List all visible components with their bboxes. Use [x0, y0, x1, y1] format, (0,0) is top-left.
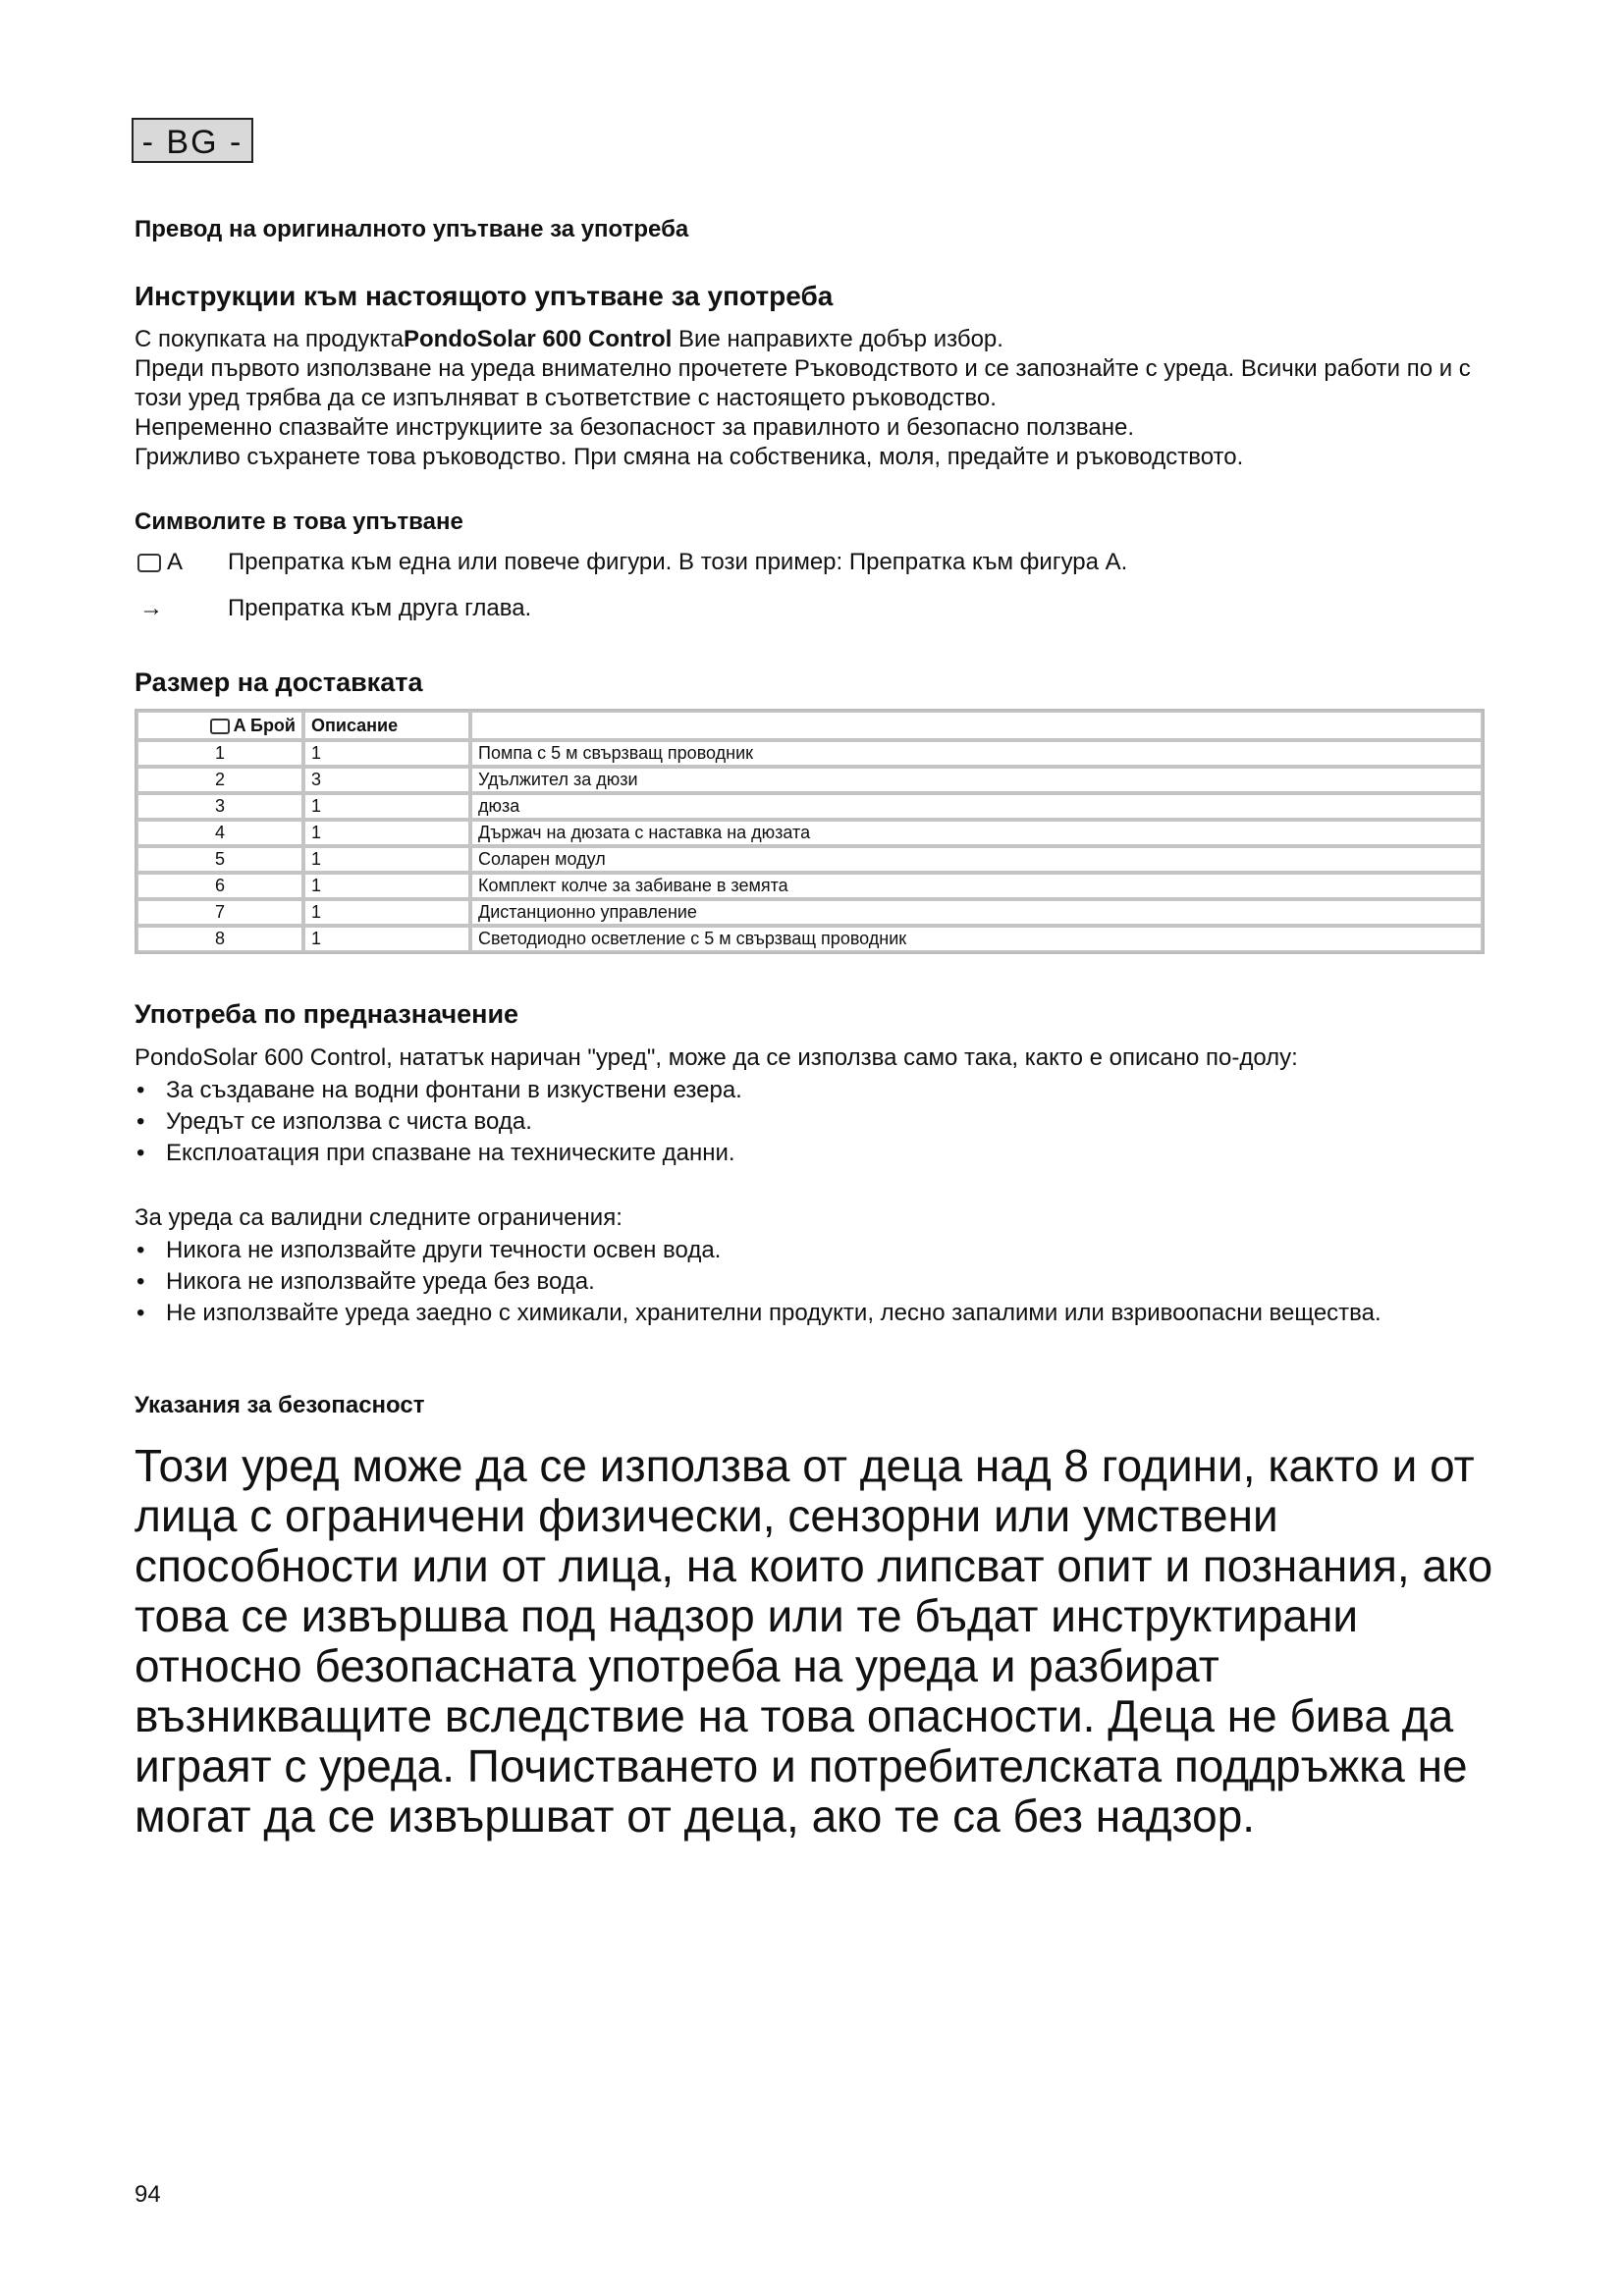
table-row [136, 740, 1483, 767]
cell-qty: 1 [303, 873, 470, 899]
cell-desc: дюза [470, 793, 1483, 820]
figure-ref-letter: A [167, 549, 184, 575]
cell-qty: 1 [303, 899, 470, 926]
cell-fig: 4 [136, 820, 303, 846]
cell-qty: 3 [303, 767, 470, 793]
translation-subtitle: Превод на оригиналното упътване за употреба [135, 216, 689, 242]
table-row [136, 899, 1483, 926]
restrictions-list [135, 1235, 1411, 1329]
cell-qty: 1 [303, 740, 470, 767]
list-item: • Никога не използвайте уреда без вода. [135, 1266, 1411, 1298]
symbol-row-chapter [137, 594, 532, 623]
symbol-row-figure [137, 548, 1128, 577]
list-item: • Никога не използвайте други течности освен вода. [135, 1235, 1411, 1266]
intended-use-heading: Употреба по предназначение [135, 999, 519, 1029]
figure-box-icon [210, 719, 230, 734]
cell-desc: Соларен модул [470, 846, 1483, 873]
cell-desc: Комплект колче за забиване в земята [470, 873, 1483, 899]
intro-text [135, 325, 1499, 472]
cell-qty: 1 [303, 820, 470, 846]
cell-qty: 1 [303, 793, 470, 820]
col-header-empty [470, 711, 1483, 740]
list-item: • Уредът се използва с чиста вода. [135, 1106, 742, 1138]
intended-use-intro: PondoSolar 600 Control, нататък наричан "уред", може да се използва само така, както е описано по-долу: [135, 1044, 1298, 1071]
symbols-heading: Символите в това упътване [135, 508, 463, 535]
cell-fig: 7 [136, 899, 303, 926]
cell-fig: 6 [136, 873, 303, 899]
intro-line-3: Непременно спазвайте инструкциите за безопасност за правилното и безопасно ползване. [135, 414, 1134, 441]
cell-desc: Дистанционно управление [470, 899, 1483, 926]
delivery-heading: Размер на доставката [135, 667, 423, 697]
delivery-table [135, 709, 1485, 954]
cell-qty: 1 [303, 846, 470, 873]
cell-qty: 1 [303, 926, 470, 952]
intro-line-1-prefix: С покупката на продукта [135, 326, 404, 352]
cell-fig: 5 [136, 846, 303, 873]
language-tag: - BG - [132, 118, 253, 163]
product-name: PondoSolar 600 Control [403, 326, 673, 352]
cell-fig: 1 [136, 740, 303, 767]
col-header-qty: Брой [250, 715, 296, 735]
safety-heading: Указания за безопасност [135, 1392, 425, 1418]
intended-use-list [135, 1075, 742, 1169]
intro-line-4: Грижливо съхранете това ръководство. При смяна на собственика, моля, предайте и ръководството. [135, 444, 1244, 470]
cell-desc: Помпа с 5 м свързващ проводник [470, 740, 1483, 767]
table-row [136, 820, 1483, 846]
col-header-desc: Описание [303, 711, 470, 740]
list-item: • Не използвайте уреда заедно с химикали, хранителни продукти, лесно запалими или взривоопасни вещества. [135, 1298, 1411, 1329]
table-row [136, 846, 1483, 873]
safety-notice: Този уред може да се използва от деца над 8 години, както и от лица с ограничени физически, сензорни или умствени способности или от лица, на които липсват опит и познания, ако това се извършва под надзор или те бъдат инструктирани относно безопасната употреба на уреда и разбират възникващите вследствие на това опасности. Деца не бива да играят с уреда. Почистването и потребителската поддръжка не могат да се извършват от деца, ако те са без надзор. [135, 1440, 1493, 1842]
intro-line-1 [135, 325, 1499, 354]
col-header-fig: A Брой [136, 711, 303, 740]
delivery-table-header [136, 711, 1483, 740]
page-number: 94 [135, 2181, 161, 2208]
figure-ref-text: Препратка към една или повече фигури. В този пример: Препратка към фигура А. [228, 549, 1128, 575]
table-row [136, 873, 1483, 899]
intro-line-1-suffix: Вие направихте добър избор. [672, 326, 1003, 352]
intro-line-2: Преди първото използване на уреда внимателно прочетете Ръководството и се запознайте с уреда. Всички работи по и с този уред трябва да се изпълняват в съответствие с настоящето ръководство. [135, 355, 1471, 411]
cell-fig: 8 [136, 926, 303, 952]
cell-desc: Удължител за дюзи [470, 767, 1483, 793]
chapter-ref-text: Препратка към друга глава. [228, 595, 532, 621]
figure-box-icon [137, 554, 161, 572]
table-row [136, 767, 1483, 793]
list-item: • Експлоатация при спазване на техническите данни. [135, 1138, 742, 1169]
cell-desc: Държач на дюзата с наставка на дюзата [470, 820, 1483, 846]
figure-ref-symbol [137, 548, 226, 577]
cell-fig: 3 [136, 793, 303, 820]
cell-desc: Светодиодно осветление с 5 м свързващ проводник [470, 926, 1483, 952]
arrow-right-icon: → [139, 595, 163, 621]
restrictions-intro: За уреда са валидни следните ограничения: [135, 1204, 623, 1231]
cell-fig: 2 [136, 767, 303, 793]
list-item: • За създаване на водни фонтани в изкуствени езера. [135, 1075, 742, 1106]
intro-heading: Инструкции към настоящото упътване за употреба [135, 281, 834, 311]
table-row [136, 793, 1483, 820]
table-row [136, 926, 1483, 952]
